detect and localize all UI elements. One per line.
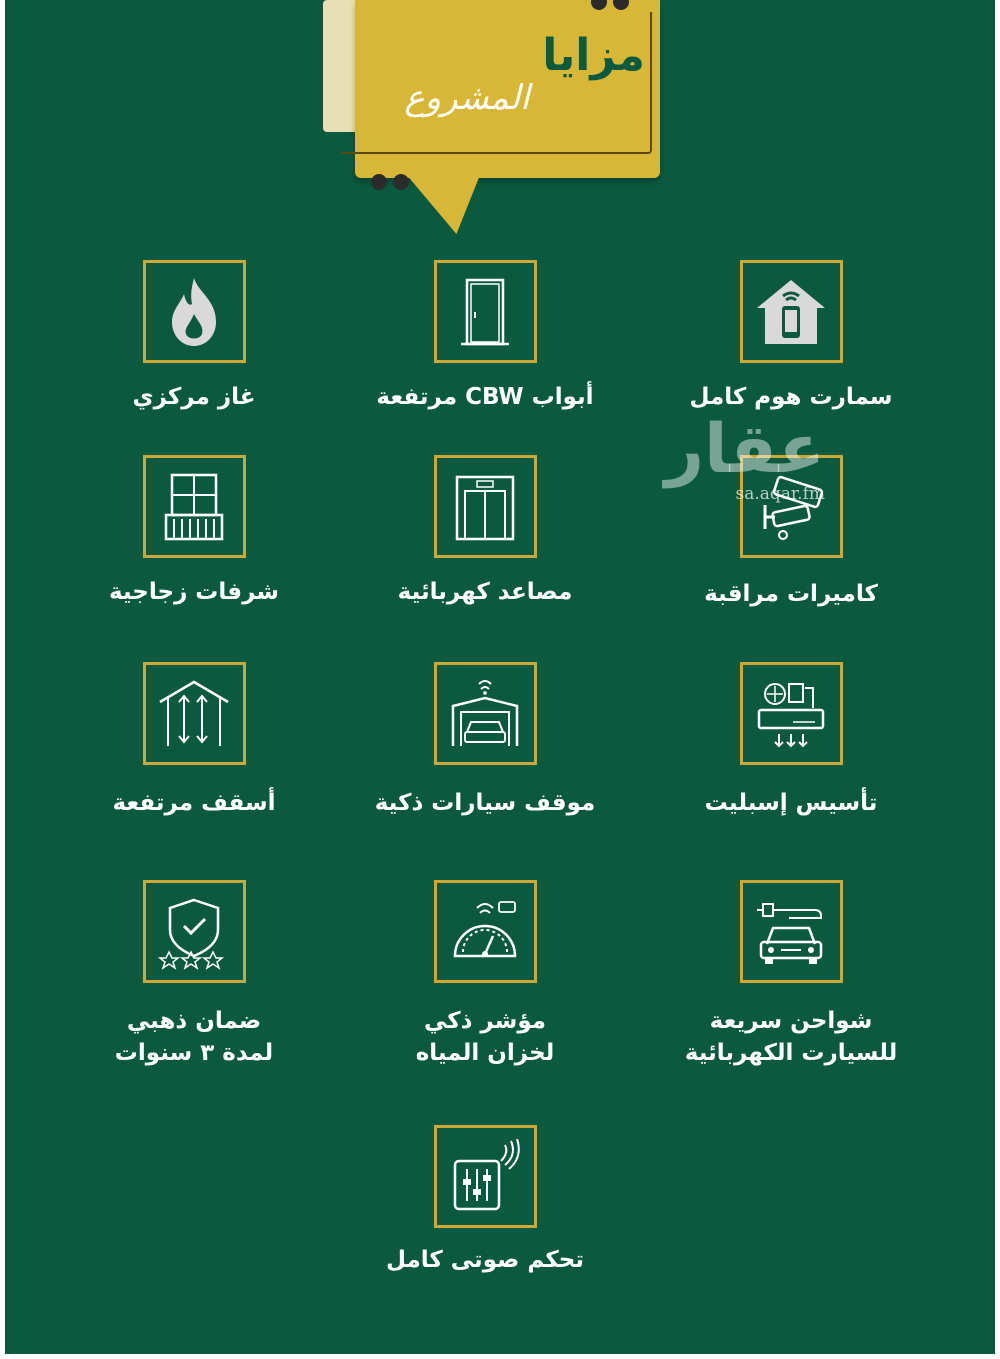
feature-central-gas (64, 260, 324, 413)
feature-icon-box (740, 662, 843, 765)
feature-icon-box (434, 455, 537, 558)
feature-glass-balconies (64, 455, 324, 608)
feature-label-line: مؤشر ذكي (423, 1008, 547, 1034)
feature-icon-box (143, 662, 246, 765)
feature-icon-box (434, 260, 537, 363)
split-ac-icon (753, 676, 829, 752)
feature-icon-box (143, 455, 246, 558)
page-subtitle: المشروع (404, 78, 530, 118)
feature-label: تأسيس إسبليت (704, 790, 878, 816)
watermark-logo: عقار (664, 410, 825, 489)
feature-label: أبواب CBW مرتفعة (376, 384, 594, 410)
feature-icon-box (143, 880, 246, 983)
quote-marks-icon (371, 174, 409, 190)
feature-label-line: ضمان ذهبي (126, 1008, 262, 1034)
feature-icon-box (740, 260, 843, 363)
feature-voice-control (355, 1125, 615, 1276)
high-ceiling-icon (156, 676, 232, 752)
gas-flame-icon (156, 274, 232, 350)
feature-label: تحكم صوتى كامل (386, 1247, 584, 1273)
feature-doors (355, 260, 615, 413)
feature-label: أسقف مرتفعة (112, 790, 276, 816)
smart-parking-icon (447, 676, 523, 752)
feature-smart-home (661, 260, 921, 413)
feature-label-line: لمدة ٣ سنوات (114, 1040, 274, 1066)
feature-label: مصاعد كهربائية (397, 579, 573, 605)
water-tank-gauge-icon (447, 894, 523, 970)
feature-label: شرفات زجاجية (108, 579, 280, 605)
feature-icon-box (143, 260, 246, 363)
smart-home-icon (753, 274, 829, 350)
feature-label-line: لخزان المياه (415, 1040, 555, 1066)
feature-label (355, 1005, 615, 1069)
feature-label: سمارت هوم كامل (689, 384, 893, 410)
warranty-shield-icon (156, 894, 232, 970)
feature-label (64, 1005, 324, 1069)
door-icon (447, 274, 523, 350)
feature-high-ceilings (64, 662, 324, 819)
ev-charger-icon (753, 894, 829, 970)
feature-label-line: للسيارت الكهربائية (684, 1040, 898, 1066)
elevator-icon (447, 469, 523, 545)
feature-icon-box (434, 880, 537, 983)
header-bubble-tail (408, 176, 499, 234)
feature-smart-parking (355, 662, 615, 819)
feature-label: غاز مركزي (132, 384, 256, 410)
feature-elevators (355, 455, 615, 608)
feature-icon-box (740, 880, 843, 983)
page-title: مزايا (542, 30, 645, 81)
feature-water-tank-gauge (355, 880, 615, 1069)
feature-label: موقف سيارات ذكية (374, 790, 596, 816)
feature-label (661, 1005, 921, 1069)
feature-icon-box (434, 662, 537, 765)
features-poster (5, 0, 995, 1354)
glass-balcony-icon (156, 469, 232, 545)
watermark-url: sa.aqar.fm (735, 484, 825, 504)
quote-marks-icon (591, 0, 629, 10)
feature-split-ac (661, 662, 921, 819)
feature-gold-warranty (64, 880, 324, 1069)
feature-label-line: شواحن سريعة (709, 1008, 873, 1034)
voice-control-icon (447, 1139, 523, 1215)
feature-icon-box (434, 1125, 537, 1228)
feature-ev-chargers (661, 880, 921, 1069)
feature-label: كاميرات مراقبة (704, 581, 878, 607)
